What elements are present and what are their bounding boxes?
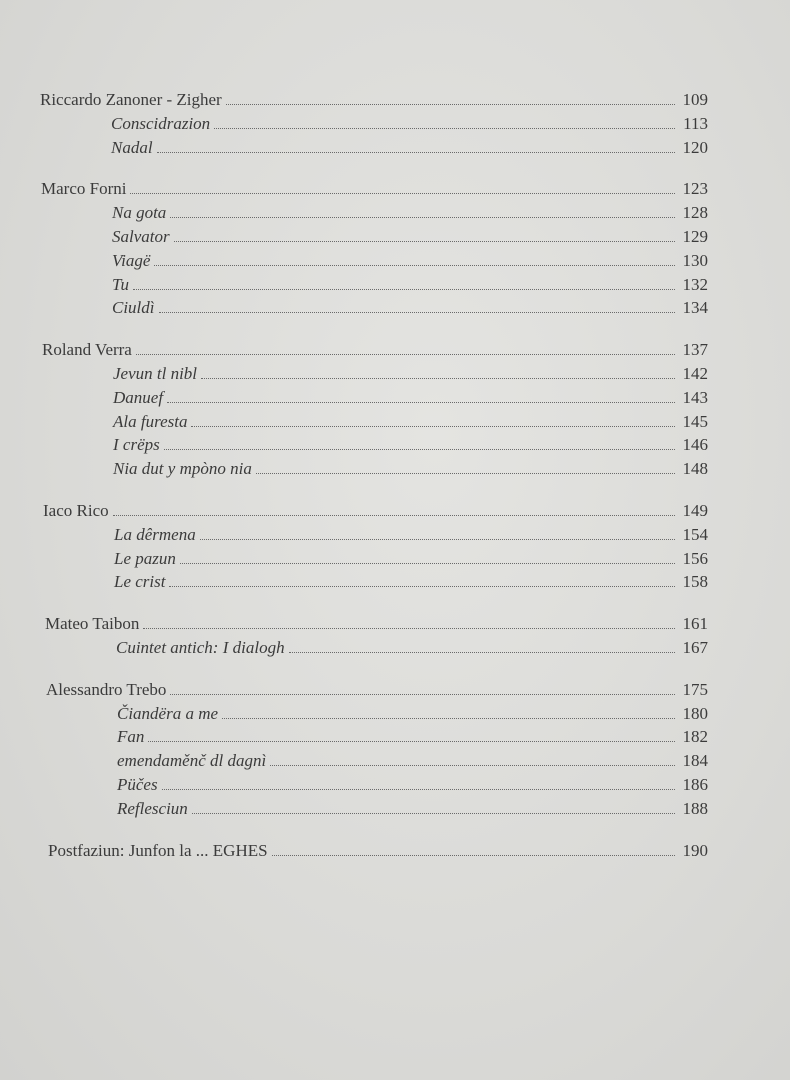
toc-poem-entry xyxy=(46,749,708,773)
page-number: 145 xyxy=(682,411,708,431)
page-number: 188 xyxy=(682,798,708,818)
dot-leader xyxy=(174,241,675,242)
toc-author-entry xyxy=(45,612,708,636)
toc-poem-entry xyxy=(46,702,708,726)
toc-poem-entry xyxy=(42,433,708,457)
poem-title: Danuef xyxy=(113,387,164,407)
poem-title: Jevun tl nibl xyxy=(113,363,198,383)
dot-leader xyxy=(133,289,675,290)
page-number: 184 xyxy=(682,751,708,771)
poem-title: emendaměnč dl dagnì xyxy=(117,751,267,771)
toc-section xyxy=(41,177,708,320)
poem-title: Salvator xyxy=(112,226,170,246)
dot-leader xyxy=(170,694,675,695)
dot-leader xyxy=(226,104,675,105)
page-number: 154 xyxy=(682,524,708,544)
toc-author-entry xyxy=(46,678,708,702)
page-number: 130 xyxy=(682,250,708,270)
page-number: 142 xyxy=(682,363,708,383)
toc-poem-entry xyxy=(43,523,708,547)
page-number: 190 xyxy=(682,840,708,860)
page-number: 113 xyxy=(683,113,708,133)
dot-leader xyxy=(170,217,675,218)
page-number: 180 xyxy=(682,703,708,723)
dot-leader xyxy=(164,449,675,450)
dot-leader xyxy=(136,354,675,355)
page-number: 156 xyxy=(682,548,708,568)
poem-title: La dêrmena xyxy=(114,524,196,544)
toc-poem-entry xyxy=(45,636,708,660)
page-number: 143 xyxy=(682,387,708,407)
dot-leader xyxy=(289,652,675,653)
toc-section xyxy=(40,88,708,159)
page-number: 132 xyxy=(682,274,708,294)
poem-title: Conscidrazion xyxy=(111,113,211,133)
section-gap xyxy=(40,660,708,678)
toc-poem-entry xyxy=(43,570,708,594)
page-number: 167 xyxy=(682,637,708,657)
toc-poem-entry xyxy=(41,273,708,297)
poem-title: I crëps xyxy=(113,435,160,455)
author-name: Mateo Taibon xyxy=(45,614,140,634)
page-number: 148 xyxy=(682,459,708,479)
poem-title: Cuintet antich: I dialogh xyxy=(116,637,285,657)
page-number: 137 xyxy=(682,340,708,360)
toc-author-entry xyxy=(48,839,708,863)
poem-title: Le pazun xyxy=(114,548,176,568)
poem-title: Viagë xyxy=(112,250,151,270)
author-name: Alessandro Trebo xyxy=(46,679,167,699)
toc-poem-entry xyxy=(41,296,708,320)
page-number: 134 xyxy=(682,298,708,318)
poem-title: Na gota xyxy=(112,203,167,223)
page-number: 186 xyxy=(682,774,708,794)
dot-leader xyxy=(159,312,675,313)
dot-leader xyxy=(272,855,675,856)
dot-leader xyxy=(256,473,675,474)
poem-title: Ciuldì xyxy=(112,298,155,318)
toc-section xyxy=(45,612,708,660)
toc-poem-entry xyxy=(41,201,708,225)
page-number: 149 xyxy=(682,500,708,520)
page-number: 146 xyxy=(682,435,708,455)
dot-leader xyxy=(214,128,675,129)
page-number: 158 xyxy=(682,572,708,592)
section-gap xyxy=(40,481,708,499)
poem-title: Le crist xyxy=(114,572,166,592)
toc-poem-entry xyxy=(42,410,708,434)
dot-leader xyxy=(113,515,675,516)
dot-leader xyxy=(130,193,675,194)
toc-section xyxy=(43,499,708,594)
toc-poem-entry xyxy=(40,112,708,136)
page-number: 120 xyxy=(682,137,708,157)
toc-poem-entry xyxy=(40,136,708,160)
toc-poem-entry xyxy=(46,773,708,797)
toc-section xyxy=(42,338,708,481)
author-name: Roland Verra xyxy=(42,340,132,360)
toc-author-entry xyxy=(43,499,708,523)
page-number: 161 xyxy=(682,614,708,634)
dot-leader xyxy=(191,426,675,427)
poem-title: Nadal xyxy=(111,137,153,157)
poem-title: Püčes xyxy=(117,774,158,794)
page-number: 175 xyxy=(682,679,708,699)
page-number: 109 xyxy=(682,90,708,109)
page-number: 123 xyxy=(682,179,708,199)
dot-leader xyxy=(180,563,675,564)
poem-title: Čiandëra a me xyxy=(117,703,219,723)
page-number: 129 xyxy=(682,226,708,246)
table-of-contents xyxy=(40,88,708,862)
toc-author-entry xyxy=(41,177,708,201)
dot-leader xyxy=(222,718,675,719)
toc-poem-entry xyxy=(42,362,708,386)
page-number: 128 xyxy=(682,203,708,223)
dot-leader xyxy=(201,378,675,379)
dot-leader xyxy=(148,741,675,742)
toc-poem-entry xyxy=(41,249,708,273)
poem-title: Ala furesta xyxy=(113,411,188,431)
toc-poem-entry xyxy=(42,386,708,410)
toc-poem-entry xyxy=(41,225,708,249)
dot-leader xyxy=(169,586,675,587)
section-gap xyxy=(40,320,708,338)
toc-author-entry xyxy=(42,338,708,362)
toc-poem-entry xyxy=(43,547,708,571)
dot-leader xyxy=(167,402,675,403)
section-gap xyxy=(40,159,708,177)
dot-leader xyxy=(192,813,675,814)
dot-leader xyxy=(162,789,675,790)
poem-title: Nia dut y mpòno nia xyxy=(113,459,252,479)
dot-leader xyxy=(157,152,675,153)
author-name: Iaco Rico xyxy=(43,500,109,520)
author-name: Riccardo Zanoner - Zigher xyxy=(40,90,222,109)
toc-poem-entry xyxy=(46,725,708,749)
toc-section xyxy=(46,678,708,821)
toc-poem-entry xyxy=(46,797,708,821)
dot-leader xyxy=(143,628,675,629)
poem-title: Reflesciun xyxy=(117,798,188,818)
dot-leader xyxy=(200,539,675,540)
author-name: Marco Forni xyxy=(41,179,127,199)
section-gap xyxy=(40,594,708,612)
toc-section xyxy=(48,839,708,863)
poem-title: Tu xyxy=(112,274,130,294)
poem-title: Fan xyxy=(117,727,145,747)
dot-leader xyxy=(270,765,675,766)
dot-leader xyxy=(154,265,675,266)
toc-poem-entry xyxy=(42,457,708,481)
toc-author-entry xyxy=(40,88,708,112)
page-number: 182 xyxy=(682,727,708,747)
author-name: Postfaziun: Junfon la ... EGHES xyxy=(48,840,268,860)
section-gap xyxy=(40,821,708,839)
